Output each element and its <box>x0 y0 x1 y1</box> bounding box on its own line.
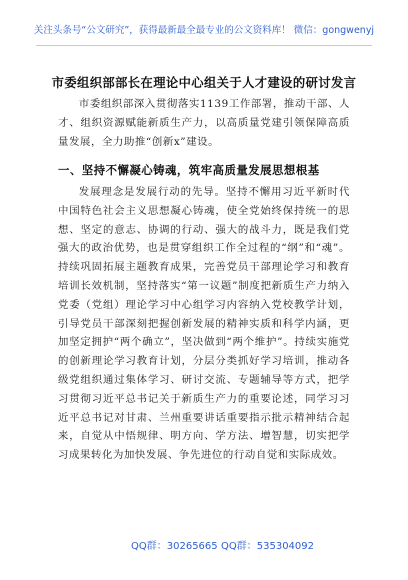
document-title: 市委组织部部长在理论中心组关于人才建设的研讨发言 <box>51 76 357 90</box>
section-paragraph: 发展理念是发展行动的先导。坚持不懈用习近平新时代中国特色社会主义思想凝心铸魂，使全党始终保持统一的思想、坚定的意志、协调的行动、强大的战斗力，既是我们党强大的政治优势，也是贯穿组织工作全过程的“纲”和“魂”。持续巩固拓展主题教育成果，完善党员干部理论学习和教育培训长效机制，坚持落实“第一议题”制度把新质生产力纳入党委（党组）理论学习中心组学习内容纳入党校教学计划，引导党员干部深刻把握创新发展的精神实质和科学内涵，更加坚定拥护“两个确立”，坚决做到“两个维护”。持续实施党的创新理论学习教育计划，分层分类抓好学习培训，推动各级党组织通过集体学习、研讨交流、专题辅导等方式，把学习贯彻习近平总书记关于新质生产力的重要论述，同学习习近平总书记对甘肃、兰州重要讲话重要指示批示精神结合起来，自觉从中悟规律、明方向、学方法、增智慧，切实把学习成果转化为加快发展、争先进位的行动自觉和实际成效。 <box>58 186 350 462</box>
qq-group-contact: QQ群：535304092 <box>221 541 315 552</box>
qq-group-contact: QQ群：30265665 <box>131 541 218 552</box>
header-divider <box>36 45 372 46</box>
section-heading: 一、坚持不懈凝心铸魂，筑牢高质量发展思想根基 <box>58 163 320 177</box>
intro-paragraph: 市委组织部深入贯彻落实1139工作部署，推动干部、人才、组织资源赋能新质生产力，以高质量党建引领保障高质量发展，全力助推“创新x”建设。 <box>58 98 350 148</box>
header-promo-text: 关注头条号“公文研究”，获得最新最全最专业的公文资料库！ 微信：gongwenyj <box>33 25 375 36</box>
